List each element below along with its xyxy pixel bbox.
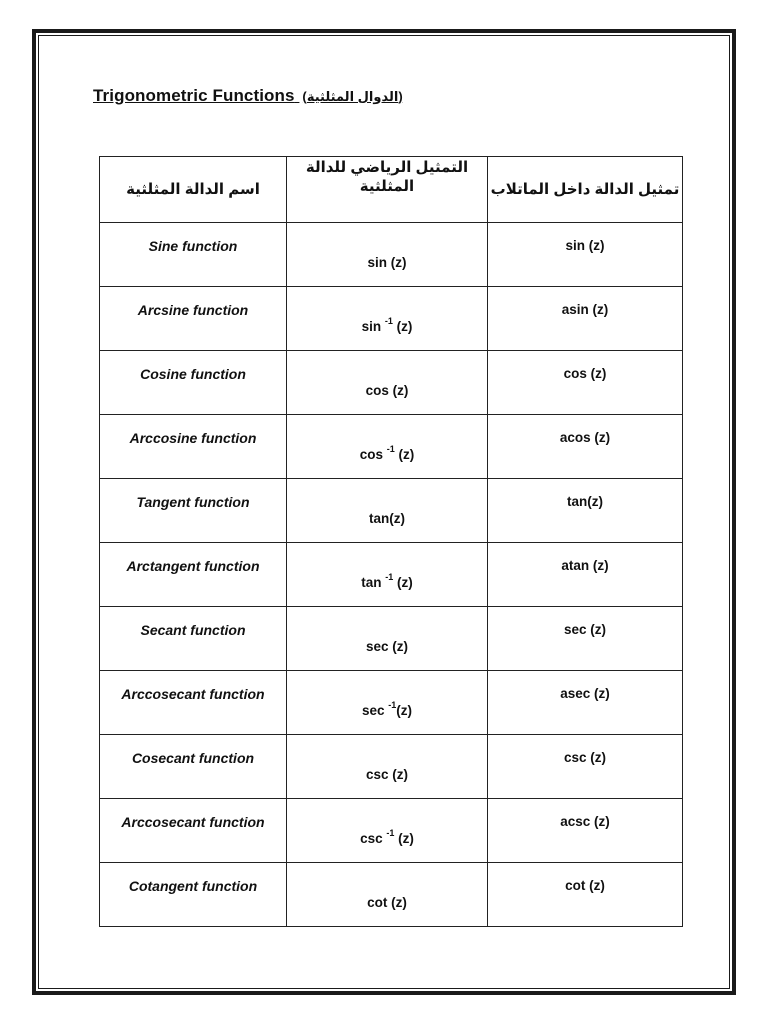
- math-representation: [287, 799, 487, 846]
- function-name-cell: [100, 671, 287, 735]
- function-name-cell: [100, 287, 287, 351]
- math-representation: [287, 735, 487, 782]
- function-name: Arctangent function: [126, 558, 260, 574]
- matlab-representation: csc (z): [563, 750, 607, 765]
- math-representation-cell: [287, 671, 488, 735]
- matlab-representation-cell: [488, 223, 683, 287]
- math-function-base: sec: [361, 703, 385, 718]
- header-math-representation: التمثيل الرياضي للدالة المثلثية: [287, 157, 488, 223]
- table-row: [100, 607, 683, 671]
- table-row: [100, 351, 683, 415]
- function-name-cell: [100, 735, 287, 799]
- matlab-representation-cell: [488, 607, 683, 671]
- math-representation-cell: [287, 543, 488, 607]
- function-name: Tangent function: [136, 494, 250, 510]
- page-title: [93, 86, 403, 106]
- math-function-base: sec: [365, 639, 389, 654]
- matlab-representation: sin (z): [565, 238, 605, 253]
- table-row: [100, 287, 683, 351]
- math-function-base: csc: [365, 767, 389, 782]
- function-name-cell: [100, 543, 287, 607]
- function-name: Cosine function: [140, 366, 246, 382]
- math-function-base: tan(z): [369, 511, 405, 526]
- functions-table: [99, 156, 683, 927]
- math-representation-cell: [287, 799, 488, 863]
- math-representation-cell: [287, 607, 488, 671]
- math-representation: [287, 607, 487, 654]
- table-row: [100, 479, 683, 543]
- matlab-representation-cell: [488, 863, 683, 927]
- math-representation: [287, 479, 487, 526]
- math-argument: (z): [388, 767, 409, 782]
- function-name: Arccosine function: [129, 430, 257, 446]
- function-name-cell: [100, 415, 287, 479]
- matlab-representation: asec (z): [560, 686, 610, 701]
- math-representation: [287, 287, 487, 334]
- function-name-cell: [100, 863, 287, 927]
- math-function-base: cos: [365, 383, 389, 398]
- matlab-representation: cos (z): [563, 366, 607, 381]
- function-name-cell: [100, 607, 287, 671]
- math-representation: [287, 543, 487, 590]
- math-representation-cell: [287, 287, 488, 351]
- matlab-representation: atan (z): [561, 558, 609, 573]
- table-row: [100, 543, 683, 607]
- matlab-representation: tan(z): [567, 494, 603, 509]
- math-function-base: csc: [360, 831, 383, 846]
- function-name: Arccosecant function: [121, 814, 265, 830]
- matlab-representation-cell: [488, 479, 683, 543]
- table-row: [100, 671, 683, 735]
- matlab-representation-cell: [488, 287, 683, 351]
- function-name: Cosecant function: [131, 750, 255, 766]
- math-representation: [287, 415, 487, 462]
- inverse-superscript: -1: [385, 572, 394, 582]
- function-name: Secant function: [140, 622, 246, 638]
- math-representation-cell: [287, 415, 488, 479]
- matlab-representation: sec (z): [563, 622, 607, 637]
- matlab-representation-cell: [488, 543, 683, 607]
- math-representation-cell: [287, 863, 488, 927]
- math-argument: (z): [392, 319, 413, 334]
- math-function-base: sin: [367, 255, 387, 270]
- table-row: [100, 863, 683, 927]
- matlab-representation-cell: [488, 415, 683, 479]
- matlab-representation: asin (z): [561, 302, 609, 317]
- math-argument: (z): [396, 703, 413, 718]
- function-name: Cotangent function: [128, 878, 258, 894]
- function-name-cell: [100, 479, 287, 543]
- inverse-superscript: -1: [386, 828, 395, 838]
- matlab-representation: acsc (z): [560, 814, 610, 829]
- function-name-cell: [100, 351, 287, 415]
- function-name: Arcsine function: [137, 302, 249, 318]
- matlab-representation-cell: [488, 671, 683, 735]
- table-row: [100, 415, 683, 479]
- math-argument: (z): [388, 639, 409, 654]
- matlab-representation-cell: [488, 799, 683, 863]
- table-row: [100, 223, 683, 287]
- math-representation-cell: [287, 223, 488, 287]
- math-argument: (z): [387, 255, 407, 270]
- function-name-cell: [100, 799, 287, 863]
- table-row: [100, 799, 683, 863]
- table-body: [100, 223, 683, 927]
- math-argument: (z): [394, 831, 414, 846]
- matlab-representation-cell: [488, 735, 683, 799]
- math-function-base: cot: [367, 895, 388, 910]
- math-function-base: tan: [361, 575, 382, 590]
- math-argument: (z): [394, 447, 415, 462]
- matlab-representation-cell: [488, 351, 683, 415]
- math-argument: (z): [393, 575, 413, 590]
- table-header-row: [100, 157, 683, 223]
- math-representation-cell: [287, 479, 488, 543]
- math-function-base: sin: [361, 319, 382, 334]
- table-row: [100, 735, 683, 799]
- title-arabic: (الدوال المثلثية): [302, 89, 403, 104]
- header-function-name: اسم الدالة المثلثية: [100, 157, 287, 223]
- math-argument: (z): [388, 383, 409, 398]
- math-representation-cell: [287, 735, 488, 799]
- inverse-superscript: -1: [388, 700, 397, 710]
- title-english: Trigonometric Functions: [93, 86, 295, 105]
- matlab-representation: cot (z): [565, 878, 605, 893]
- math-argument: (z): [387, 895, 407, 910]
- inverse-superscript: -1: [386, 444, 395, 454]
- math-representation: [287, 223, 487, 270]
- inverse-superscript: -1: [384, 316, 393, 326]
- math-representation: [287, 863, 487, 910]
- math-function-base: cos: [359, 447, 383, 462]
- header-matlab-representation: تمثيل الدالة داخل الماتلاب: [488, 157, 683, 223]
- math-representation: [287, 671, 487, 718]
- function-name: Arccosecant function: [121, 686, 265, 702]
- math-representation: [287, 351, 487, 398]
- math-representation-cell: [287, 351, 488, 415]
- matlab-representation: acos (z): [559, 430, 611, 445]
- function-name: Sine function: [148, 238, 238, 254]
- function-name-cell: [100, 223, 287, 287]
